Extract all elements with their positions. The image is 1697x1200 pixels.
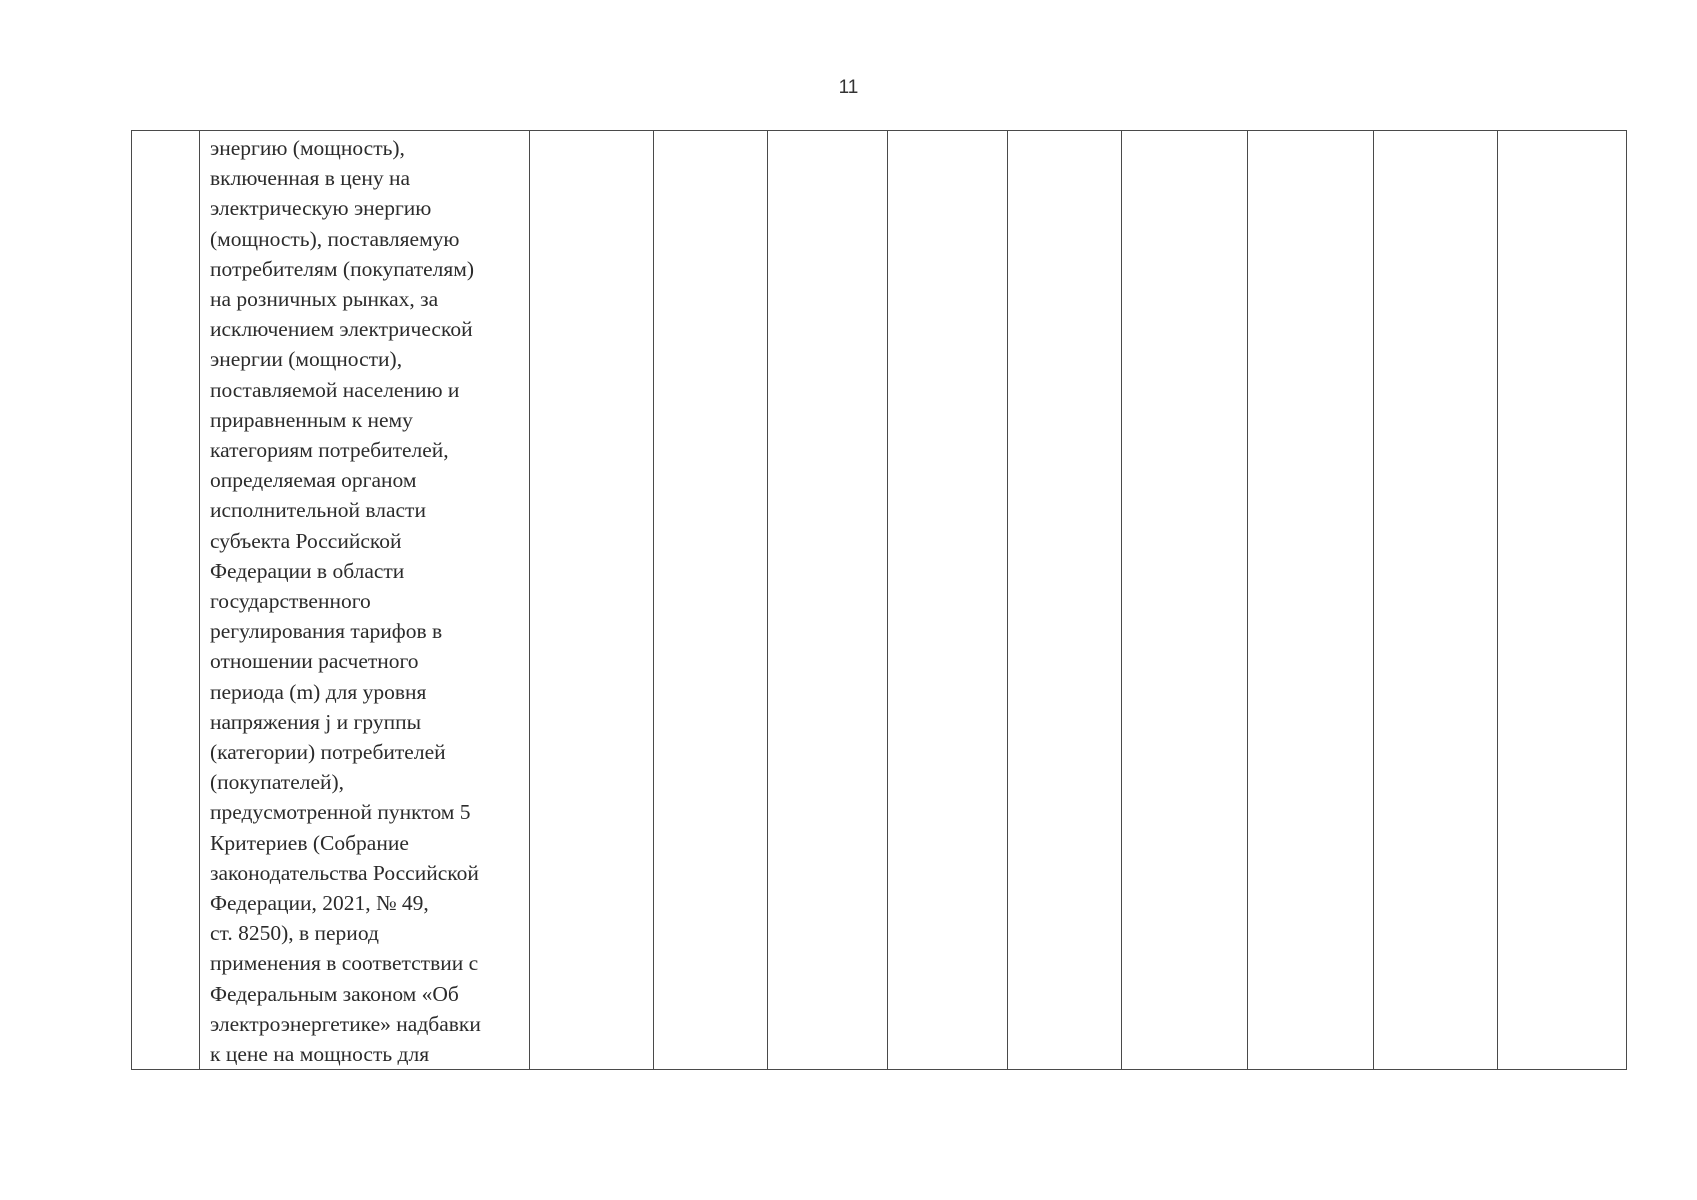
description-line: законодательства Российской [210,860,479,885]
description-line: регулирования тарифов в [210,619,443,644]
description-line: отношении расчетного [210,649,419,674]
value-cell-8 [1374,131,1498,1070]
value-cell-4 [888,131,1008,1070]
value-cell-6 [1122,131,1248,1070]
description-line: электроэнергетике» надбавки [210,1011,481,1036]
description-line: субъекта Российской [210,528,402,553]
description-line: (категории) потребителей [210,740,446,765]
value-cell-1 [530,131,654,1070]
description-line: энергию (мощность), [210,136,405,160]
description-line: напряжения j и группы [210,709,422,734]
description-line: Федеральным законом «Об [210,981,459,1006]
description-line: энергии (мощности), [210,347,403,372]
description-line: государственного [210,589,371,614]
description-line: категориям потребителей, [210,438,449,463]
description-line: поставляемой населению и [210,377,460,402]
value-cell-7 [1248,131,1374,1070]
description-line: на розничных рынках, за [210,287,439,312]
description-line: Федерации, 2021, № 49, [210,891,429,916]
description-line: (мощность), поставляемую [210,226,460,251]
description-line: потребителям (покупателям) [210,256,475,281]
description-line: ст. 8250), в период [210,921,379,946]
table-row [132,131,1627,1070]
description-line: Критериев (Собрание [210,830,409,855]
value-cell-5 [1008,131,1122,1070]
value-cell-9 [1498,131,1627,1070]
description-line: включенная в цену на [210,166,410,191]
row-number-cell [132,131,200,1070]
description-line: исключением электрической [210,317,473,342]
description-line: приравненным к нему [210,407,413,432]
description-line: предусмотренной пунктом 5 [210,800,471,825]
description-line: Федерации в области [210,558,405,583]
description-line: электрическую энергию [210,196,432,221]
description-line: определяемая органом [210,468,417,493]
description-line: к цене на мощность для [210,1042,430,1067]
data-table [131,130,1627,1070]
page-number: 11 [838,77,859,98]
description-line: периода (m) для уровня [210,679,427,704]
value-cell-3 [768,131,888,1070]
description-cell [200,131,530,1070]
value-cell-2 [654,131,768,1070]
description-line: исполнительной власти [210,498,426,523]
description-line: применения в соответствии с [210,951,479,976]
description-text [210,133,521,1069]
description-line: (покупателей), [210,770,345,795]
